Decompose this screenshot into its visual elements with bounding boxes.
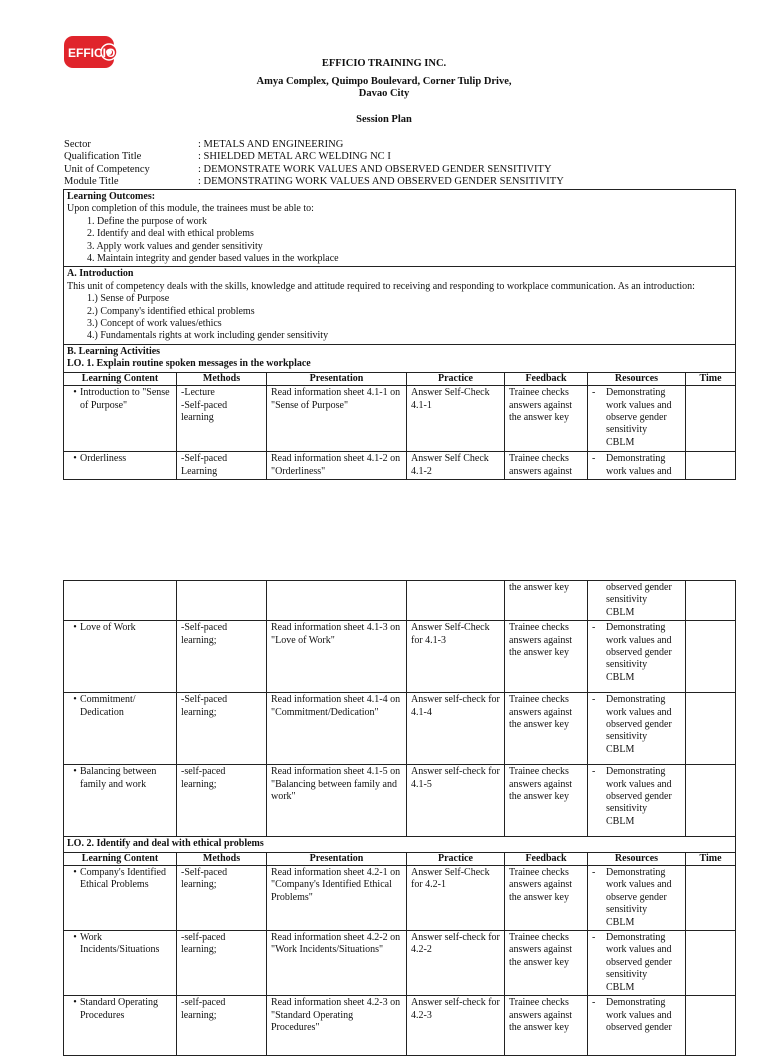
presentation-cell: Read information sheet 4.1-4 on "Commitment/Dedication" <box>267 693 407 765</box>
resources-cell: - Demonstrating work values and observe gender sensitivity CBLM <box>588 866 686 931</box>
table-row <box>64 866 736 931</box>
table-row <box>64 386 736 452</box>
company-name: EFFICIO TRAINING INC. <box>321 58 447 69</box>
feedback-cell: Trainee checks answers against the answer key <box>505 693 588 765</box>
time-cell <box>686 452 736 480</box>
outcomes-intro: Upon completion of this module, the trainees must be able to: <box>67 203 314 215</box>
resources-cell: - Demonstrating work values and observed gender sensitivity CBLM <box>588 765 686 837</box>
practice-cell: Answer self-check for 4.2-2 <box>407 931 505 996</box>
resources-cell: - Demonstrating work values and observed gender sensitivity CBLM <box>588 931 686 996</box>
learning-content-cell: • Love of Work <box>64 621 177 693</box>
activities-row <box>64 344 736 372</box>
methods-cell: -Self-paced learning; <box>177 866 267 931</box>
session-plan-table-page1 <box>63 189 736 480</box>
introduction-text: This unit of competency deals with the skills, knowledge and attitude required to receiving and responding to workplace communication. As an introduction: <box>67 280 695 292</box>
meta-value: : SHIELDED METAL ARC WELDING NC I <box>198 151 391 163</box>
column-header: Feedback <box>505 372 588 385</box>
methods-cell: -Self-paced Learning <box>177 452 267 480</box>
table-row <box>64 693 736 765</box>
feedback-cell: Trainee checks answers against the answer key <box>505 765 588 837</box>
column-header: Learning Content <box>64 852 177 865</box>
learning-content-cell: • Introduction to "Sense of Purpose" <box>64 386 177 452</box>
introduction-title: A. Introduction <box>67 268 134 280</box>
feedback-cell: the answer key <box>505 581 588 621</box>
time-cell <box>686 693 736 765</box>
meta-key: Sector <box>64 139 91 150</box>
feedback-cell: Trainee checks answers against the answer key <box>505 996 588 1056</box>
session-plan-table-page2 <box>63 580 736 1056</box>
address-line-1: Amya Complex, Quimpo Boulevard, Corner Tulip Drive, <box>256 76 512 87</box>
learning-content-cell: • Standard Operating Procedures <box>64 996 177 1056</box>
lo1-title: LO. 1. Explain routine spoken messages in the workplace <box>67 358 311 370</box>
table-row <box>64 931 736 996</box>
meta-row <box>64 176 724 188</box>
presentation-cell: Read information sheet 4.1-5 on "Balancing between family and work" <box>267 765 407 837</box>
list-item: 3.) Concept of work values/ethics <box>87 318 222 330</box>
learning-content-cell: • Orderliness <box>64 452 177 480</box>
list-item: 4. Maintain integrity and gender based values in the workplace <box>87 253 339 265</box>
methods-cell: -self-paced learning; <box>177 765 267 837</box>
resources-cell: - Demonstrating work values and <box>588 452 686 480</box>
session-meta <box>64 139 724 189</box>
learning-content-cell: • Company's Identified Ethical Problems <box>64 866 177 931</box>
practice-cell: Answer self-check for 4.1-4 <box>407 693 505 765</box>
presentation-cell: Read information sheet 4.1-3 on "Love of Work" <box>267 621 407 693</box>
list-item: 1.) Sense of Purpose <box>87 293 170 305</box>
practice-cell: Answer Self-Check 4.1-1 <box>407 386 505 452</box>
table-row-continued <box>64 581 736 621</box>
methods-cell <box>177 581 267 621</box>
column-header: Methods <box>177 852 267 865</box>
outcomes-list <box>67 216 732 266</box>
outcomes-row <box>64 190 736 267</box>
learning-outcomes <box>64 190 736 267</box>
logo-text: EFFICIO <box>68 46 116 60</box>
resources-cell: - Demonstrating work values and observed gender sensitivity CBLM <box>588 693 686 765</box>
meta-row <box>64 151 724 163</box>
practice-cell: Answer Self-Check for 4.2-1 <box>407 866 505 931</box>
lo2-row <box>64 837 736 852</box>
meta-row <box>64 139 724 151</box>
time-cell <box>686 996 736 1056</box>
time-cell <box>686 931 736 996</box>
resources-cell: - Demonstrating work values and observed gender sensitivity CBLM <box>588 621 686 693</box>
time-cell <box>686 866 736 931</box>
column-header-row <box>64 372 736 385</box>
feedback-cell: Trainee checks answers against the answer key <box>505 621 588 693</box>
presentation-cell: Read information sheet 4.1-2 on "Orderliness" <box>267 452 407 480</box>
methods-cell: -Self-paced learning; <box>177 621 267 693</box>
table-row <box>64 996 736 1056</box>
column-header: Practice <box>407 372 505 385</box>
learning-content-cell <box>64 581 177 621</box>
time-cell <box>686 621 736 693</box>
time-cell <box>686 581 736 621</box>
meta-value: : DEMONSTRATE WORK VALUES AND OBSERVED GENDER SENSITIVITY <box>198 163 552 175</box>
table-row <box>64 765 736 837</box>
resources-cell: - Demonstrating work values and observe gender sensitivity CBLM <box>588 386 686 452</box>
feedback-cell: Trainee checks answers against the answer key <box>505 866 588 931</box>
column-header: Time <box>686 372 736 385</box>
document-title: Session Plan <box>356 114 412 125</box>
meta-key: Qualification Title <box>64 151 142 163</box>
introduction-section <box>64 267 736 344</box>
list-item: 3. Apply work values and gender sensitivity <box>87 240 263 252</box>
meta-row <box>64 164 724 176</box>
column-header: Presentation <box>267 852 407 865</box>
list-item: 2.) Company's identified ethical problems <box>87 305 255 317</box>
column-header-row <box>64 852 736 865</box>
time-cell <box>686 386 736 452</box>
address-line-2: Davao City <box>358 88 410 99</box>
column-header: Feedback <box>505 852 588 865</box>
learning-content-cell: • Commitment/ Dedication <box>64 693 177 765</box>
column-header: Learning Content <box>64 372 177 385</box>
practice-cell: Answer self-check for 4.2-3 <box>407 996 505 1056</box>
list-item: 1. Define the purpose of work <box>87 215 207 227</box>
presentation-cell: Read information sheet 4.1-1 on "Sense of Purpose" <box>267 386 407 452</box>
practice-cell: Answer Self-Check for 4.1-3 <box>407 621 505 693</box>
column-header: Practice <box>407 852 505 865</box>
methods-cell: -self-paced learning; <box>177 996 267 1056</box>
introduction-list <box>67 293 732 343</box>
methods-cell: -Self-paced learning; <box>177 693 267 765</box>
list-item: 2. Identify and deal with ethical problems <box>87 228 254 240</box>
methods-cell: -self-paced learning; <box>177 931 267 996</box>
column-header: Resources <box>588 852 686 865</box>
presentation-cell: Read information sheet 4.2-3 on "Standard Operating Procedures" <box>267 996 407 1056</box>
learning-activities <box>64 344 736 372</box>
practice-cell: Answer Self Check 4.1-2 <box>407 452 505 480</box>
meta-value: : DEMONSTRATING WORK VALUES AND OBSERVED GENDER SENSITIVITY <box>198 176 564 188</box>
lo2-title: LO. 2. Identify and deal with ethical problems <box>64 837 736 852</box>
outcomes-title: Learning Outcomes: <box>67 191 156 202</box>
resources-cell: observed gender sensitivity CBLM <box>588 581 686 621</box>
practice-cell: Answer self-check for 4.1-5 <box>407 765 505 837</box>
meta-key: Unit of Competency <box>64 163 150 175</box>
learning-content-cell: • Work Incidents/Situations <box>64 931 177 996</box>
activities-title: B. Learning Activities <box>67 345 161 357</box>
presentation-cell: Read information sheet 4.2-1 on "Company's Identified Ethical Problems" <box>267 866 407 931</box>
column-header: Resources <box>588 372 686 385</box>
time-cell <box>686 765 736 837</box>
table-row <box>64 621 736 693</box>
introduction-row <box>64 267 736 344</box>
presentation-cell <box>267 581 407 621</box>
meta-key: Module Title <box>64 176 119 188</box>
feedback-cell: Trainee checks answers against the answer key <box>505 386 588 452</box>
column-header: Presentation <box>267 372 407 385</box>
methods-cell: -Lecture -Self-paced learning <box>177 386 267 452</box>
learning-content-cell: • Balancing between family and work <box>64 765 177 837</box>
table-row <box>64 452 736 480</box>
feedback-cell: Trainee checks answers against <box>505 452 588 480</box>
meta-value: : METALS AND ENGINEERING <box>198 139 344 150</box>
column-header: Methods <box>177 372 267 385</box>
practice-cell <box>407 581 505 621</box>
list-item: 4.) Fundamentals rights at work including gender sensitivity <box>87 330 329 342</box>
feedback-cell: Trainee checks answers against the answer key <box>505 931 588 996</box>
presentation-cell: Read information sheet 4.2-2 on "Work Incidents/Situations" <box>267 931 407 996</box>
column-header: Time <box>686 852 736 865</box>
resources-cell: - Demonstrating work values and observed gender <box>588 996 686 1056</box>
